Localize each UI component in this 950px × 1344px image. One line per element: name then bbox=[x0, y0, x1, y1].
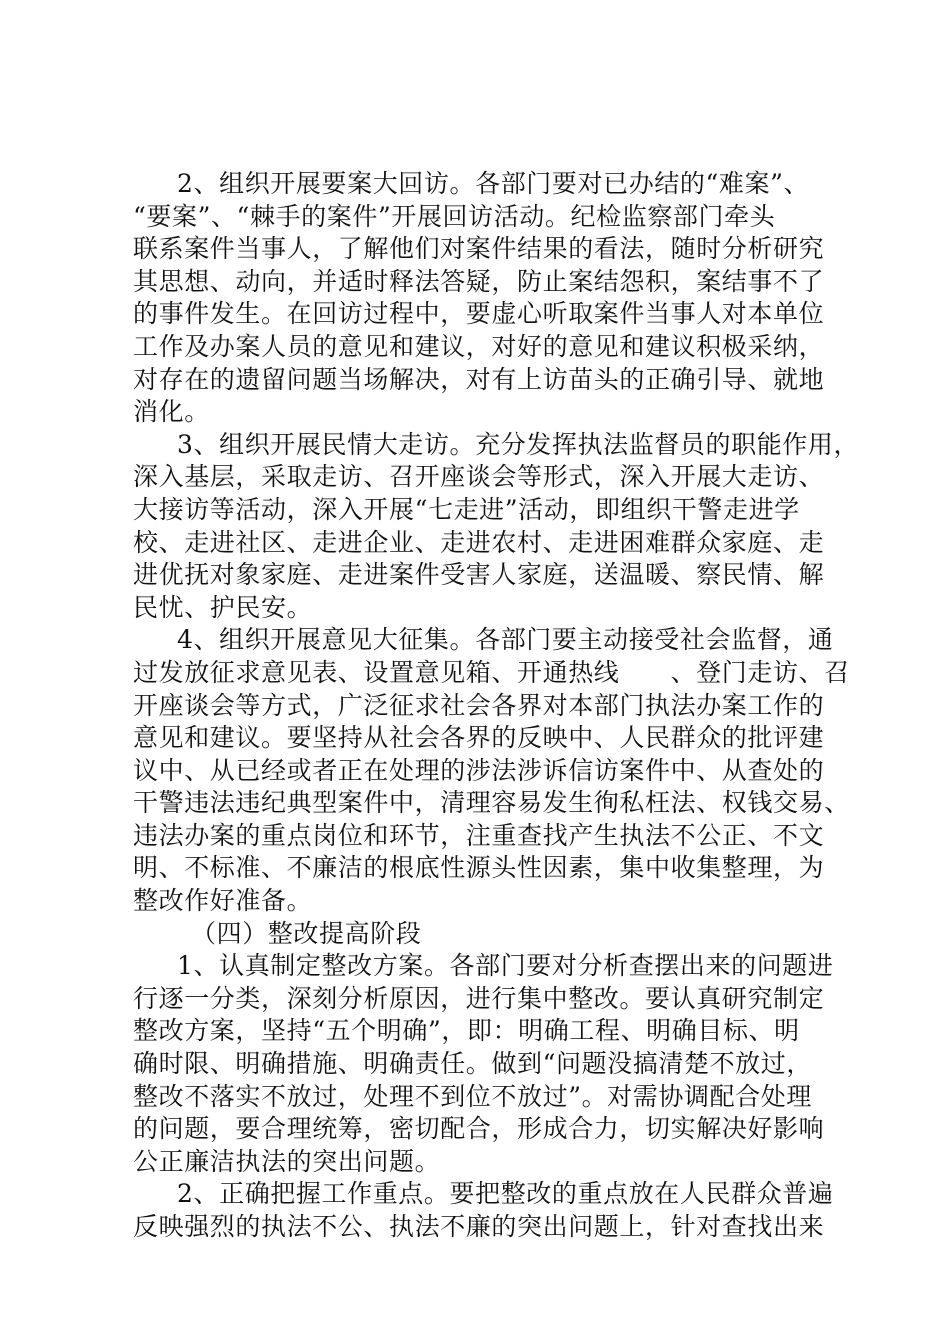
paragraph-3-line-2: 深入基层，采取走访、召开座谈会等形式，深入开展大走访、 bbox=[133, 462, 825, 492]
paragraph-3-line-4: 校、走进社区、走进企业、走进农村、走进困难群众家庭、走 bbox=[133, 527, 825, 557]
paragraph-2-line-2: “要案”、“棘手的案件”开展回访活动。纪检监察部门牵头 bbox=[133, 201, 776, 231]
paragraph-6-line-2: 反映强烈的执法不公、执法不廉的突出问题上，针对查找出来 bbox=[133, 1212, 825, 1241]
paragraph-3-line-5: 进优抚对象家庭、走进案件受害人家庭，送温暖、察民情、解 bbox=[133, 560, 825, 590]
paragraph-4-line-7: 违法办案的重点岗位和环节，注重查找产生执法不公正、不文 bbox=[133, 820, 825, 850]
paragraph-4-line-1: 4、组织开展意见大征集。各部门要主动接受社会监督，通 bbox=[177, 625, 834, 655]
paragraph-5-line-4: 确时限、明确措施、明确责任。做到“问题没搞清楚不放过， bbox=[133, 1049, 812, 1079]
paragraph-4-line-5: 议中、从已经或者正在处理的涉法涉诉信访案件中、从查处的 bbox=[133, 755, 825, 785]
section-heading: （四）整改提高阶段 bbox=[191, 918, 422, 948]
paragraph-2-line-1: 2、组织开展要案大回访。各部门要对已办结的“难案”、 bbox=[177, 169, 810, 198]
paragraph-3-line-1: 3、组织开展民情大走访。充分发挥执法监督员的职能作用， bbox=[177, 429, 860, 459]
paragraph-6-line-1: 2、正确把握工作重点。要把整改的重点放在人民群众普遍 bbox=[177, 1179, 834, 1209]
paragraph-2-line-3: 联系案件当事人，了解他们对案件结果的看法，随时分析研究 bbox=[133, 234, 825, 264]
paragraph-3-line-3: 大接访等活动，深入开展“七走进”活动，即组织干警走进学 bbox=[133, 494, 800, 524]
paragraph-4-line-4: 意见和建议。要坚持从社会各界的反映中、人民群众的批评建 bbox=[133, 723, 825, 753]
paragraph-5-line-6: 的问题，要合理统筹，密切配合，形成合力，切实解决好影响 bbox=[133, 1114, 825, 1144]
paragraph-5-line-7: 公正廉洁执法的突出问题。 bbox=[133, 1146, 441, 1176]
paragraph-5-line-2: 行逐一分类，深刻分析原因，进行集中整改。要认真研究制定 bbox=[133, 983, 825, 1013]
paragraph-4-line-3: 开座谈会等方式，广泛征求社会各界对本部门执法办案工作的 bbox=[133, 690, 825, 720]
paragraph-2-line-5: 的事件发生。在回访过程中，要虚心听取案件当事人对本单位 bbox=[133, 299, 825, 329]
paragraph-3-line-6: 民忧、护民安。 bbox=[133, 592, 313, 622]
document-body bbox=[133, 168, 860, 1244]
paragraph-2-line-7: 对存在的遗留问题当场解决，对有上访苗头的正确引导、就地 bbox=[133, 364, 825, 394]
paragraph-4-line-2: 过发放征求意见表、设置意见箱、开通热线 、登门走访、召 bbox=[133, 657, 850, 687]
paragraph-4-line-6: 干警违法违纪典型案件中，清理容易发生徇私枉法、权钱交易、 bbox=[133, 788, 850, 818]
paragraph-4-line-9: 整改作好准备。 bbox=[133, 886, 313, 916]
paragraph-2-line-8: 消化。 bbox=[133, 397, 210, 427]
paragraph-5-line-1: 1、认真制定整改方案。各部门要对分析查摆出来的问题进 bbox=[177, 951, 834, 981]
paragraph-4-line-8: 明、不标准、不廉洁的根底性源头性因素，集中收集整理，为 bbox=[133, 853, 825, 883]
paragraph-5-line-3: 整改方案，坚持“五个明确”，即：明确工程、明确目标、明 bbox=[133, 1016, 800, 1046]
paragraph-5-line-5: 整改不落实不放过，处理不到位不放过”。对需协调配合处理 bbox=[133, 1081, 812, 1111]
paragraph-2-line-6: 工作及办案人员的意见和建议，对好的意见和建议积极采纳， bbox=[133, 331, 825, 361]
paragraph-2-line-4: 其思想、动向，并适时释法答疑，防止案结怨积，案结事不了 bbox=[133, 266, 825, 296]
